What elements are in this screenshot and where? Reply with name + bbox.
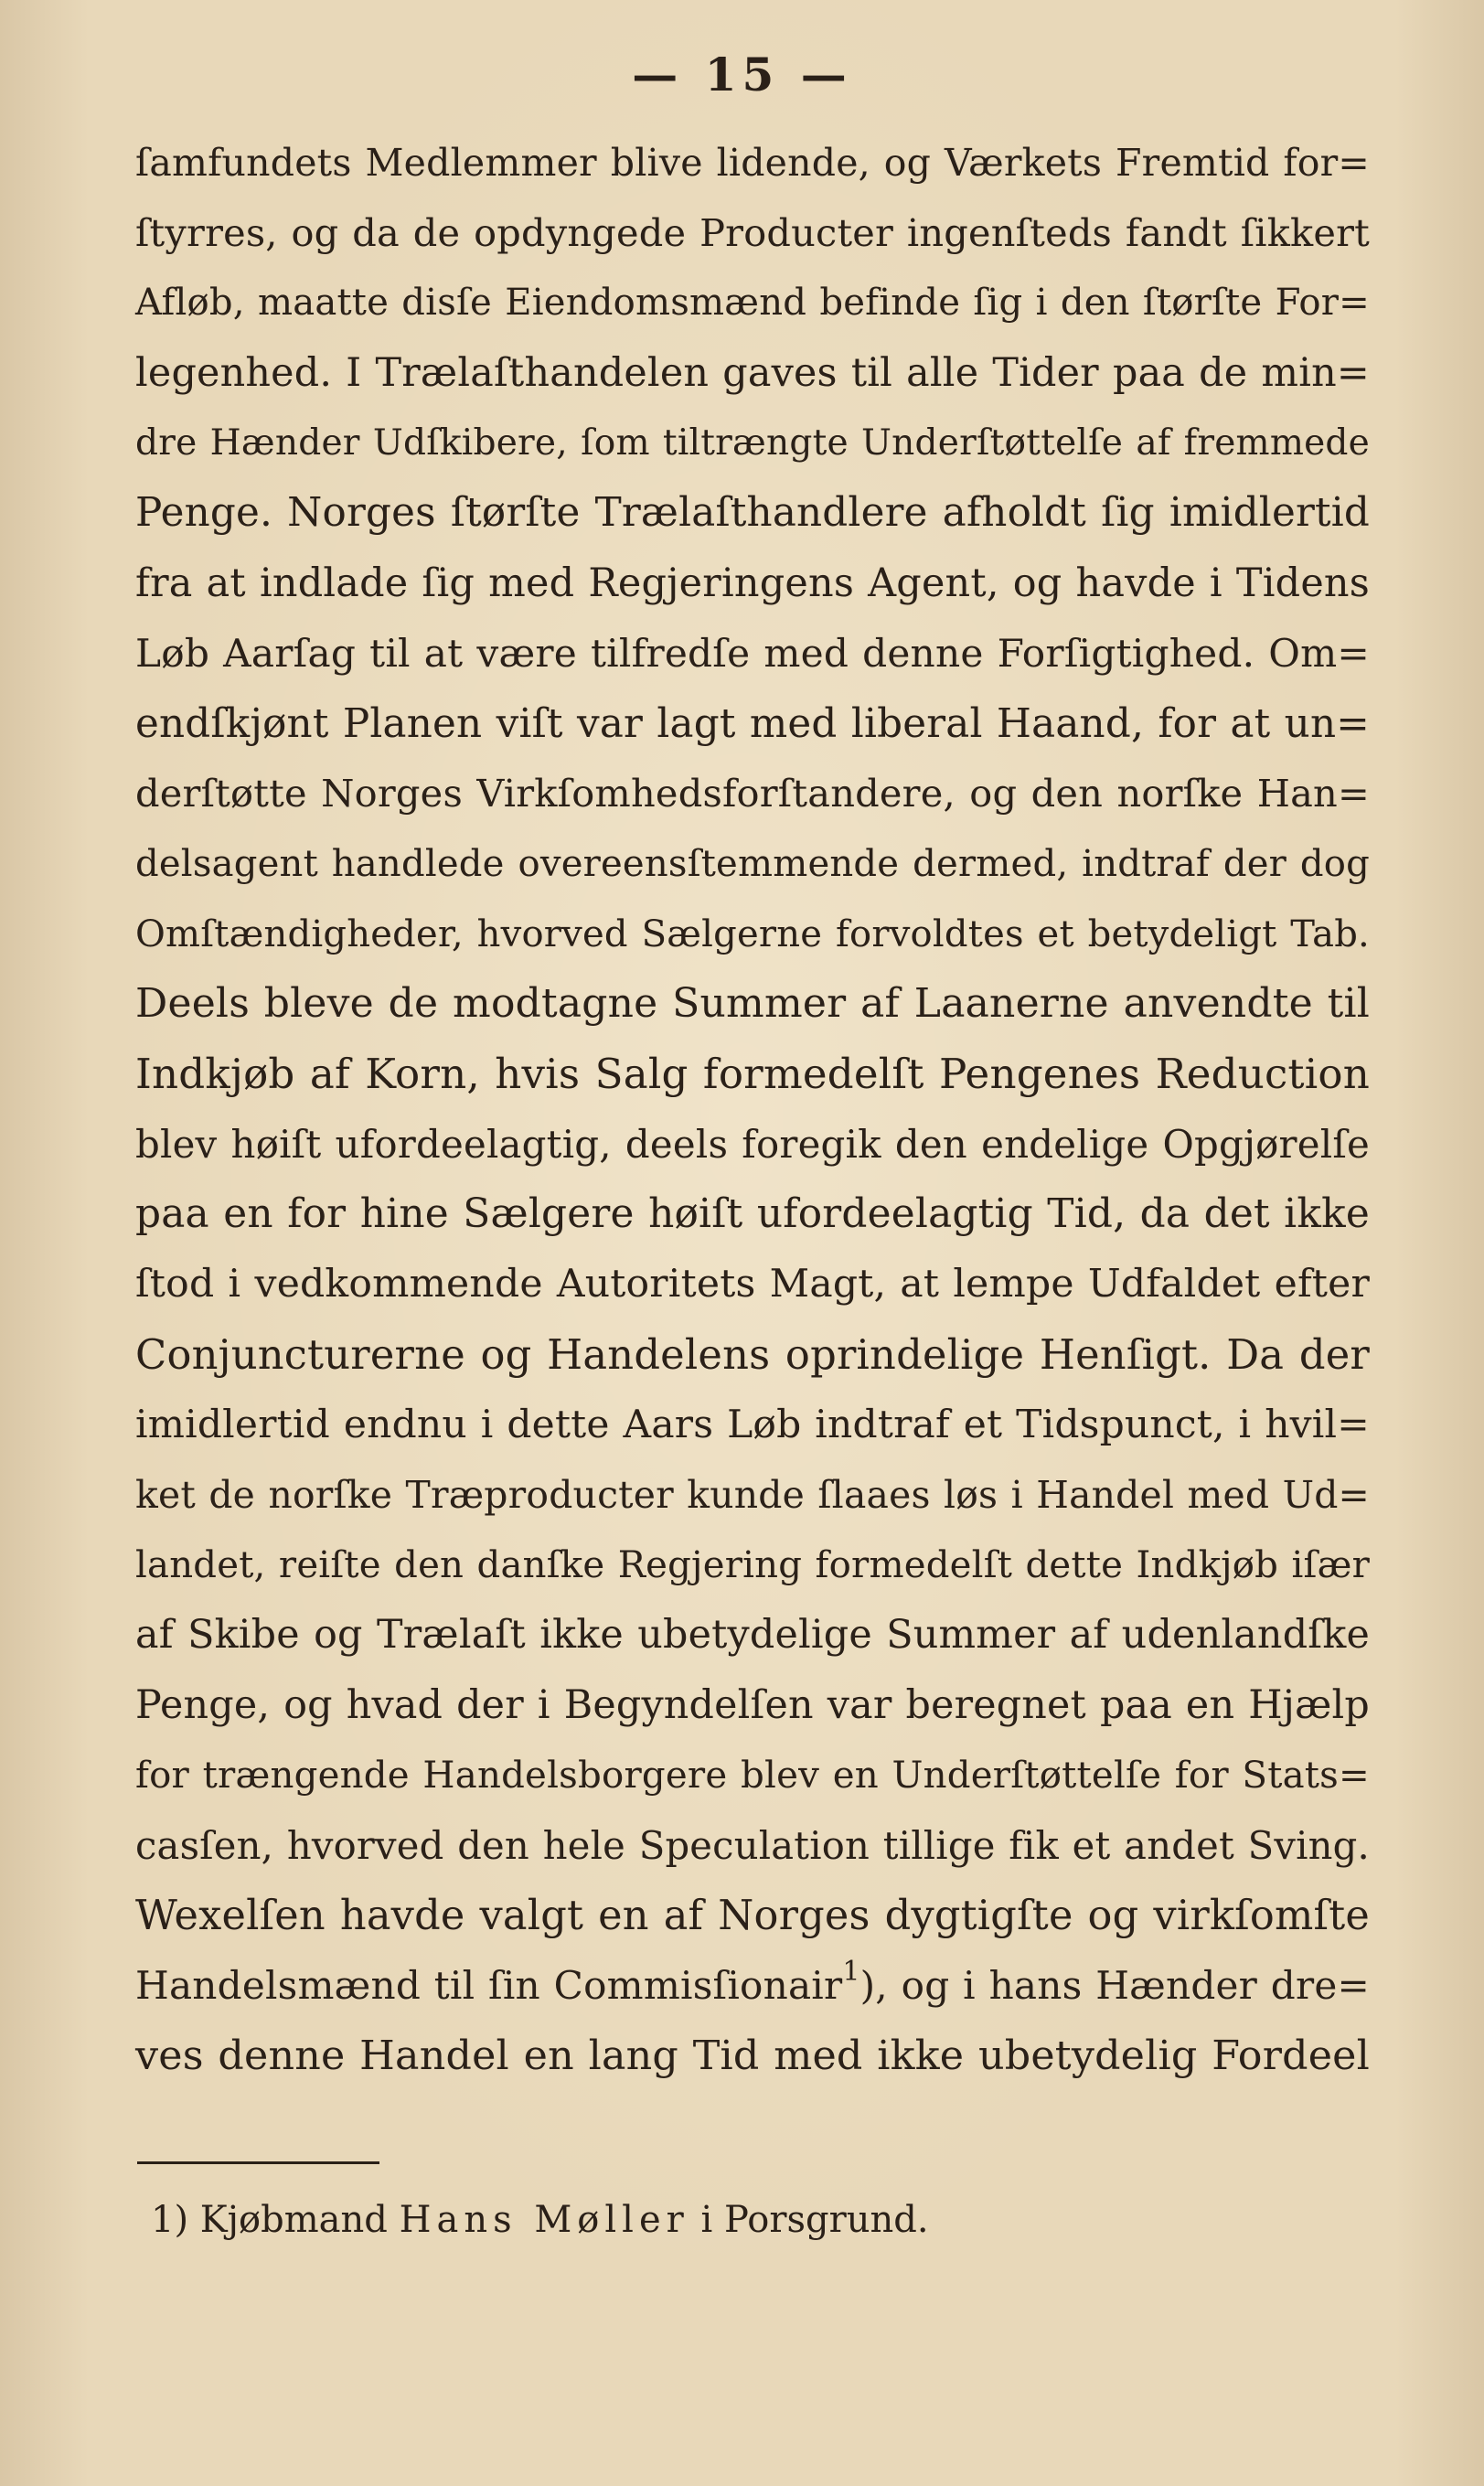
text-line: imidlertid endnu i dette Aars Løb indtraf et Tidspunct, i hvil= [135,1402,1370,1447]
text-line: Afløb, maatte disſe Eiendomsmænd befinde ſig i den ſtørſte For= [135,282,1370,325]
footnote-suffix: i Porsgrund. [700,2199,929,2241]
text-line: af Skibe og Trælaſt ikke ubetydelige Summer af udenlandſke [135,1612,1370,1659]
text-line: fra at indlade ſig med Regjeringens Agent, og havde i Tidens [135,560,1370,607]
text-line: Omſtændigheder, hvorved Sælgerne forvoldtes et betydeligt Tab. [135,912,1370,955]
text-line: Penge, og hvad der i Begyndelſen var beregnet paa en Hjælp [135,1682,1370,1729]
text-line: blev høiſt ufordeelagtig, deels foregik den endelige Opgjørelſe [135,1121,1370,1167]
text-line: ket de norſke Træproducter kunde ſlaaes løs i Handel med Ud= [135,1473,1370,1518]
text-line-with-footnote-marker [135,1951,1370,2022]
body-text [135,128,1370,2091]
footnote-divider [137,2161,379,2164]
footnote-prefix: 1) Kjøbmand [151,2199,388,2241]
text-line: landet, reiſte den danſke Regjering formedelſt dette Indkjøb iſær [135,1543,1370,1586]
text-line: dre Hænder Udſkibere, ſom tiltrængte Underſtøttelſe af fremmede [135,421,1370,464]
text-line: Indkjøb af Korn, hvis Salg formedelſt Pengenes Reduction [135,1049,1370,1098]
text-line: ſtod i vedkommende Autoritets Magt, at lempe Udfaldet efter [135,1262,1370,1307]
page-number: — 15 — [632,48,852,101]
text-segment: ), og i hans Hænder dre= [859,1962,1370,2008]
footnote [151,2194,929,2246]
text-line: Conjuncturerne og Handelens oprindelige Henſigt. Da der [135,1329,1370,1379]
text-line: ves denne Handel en lang Tid med ikke ubetydelig Fordeel [135,2032,1370,2079]
text-line: delsagent handlede overeensſtemmende dermed, indtraf der dog [135,842,1370,885]
text-line: ſtyrres, og da de opdyngede Producter ingenſteds fandt ſikkert [135,209,1370,255]
footnote-marker: 1 [842,1955,860,1988]
text-line: Løb Aarſag til at være tilfredſe med denne Forſigtighed. Om= [135,630,1370,676]
text-line: Wexelſen havde valgt en af Norges dygtigſte og virkſomſte [135,1892,1370,1940]
text-line: derſtøtte Norges Virkſomhedsforſtandere, og den norſke Han= [135,771,1370,816]
text-line: ſamfundets Medlemmer blive lidende, og Værkets Fremtid for= [135,141,1370,185]
text-line: legenhed. I Trælaſthandelen gaves til alle Tider paa de min= [135,350,1370,397]
text-line: Deels bleve de modtagne Summer af Laanerne anvendte til [135,980,1370,1028]
text-line: paa en for hine Sælgere høiſt ufordeelagtig Tid, da det ikke [135,1190,1370,1238]
text-line: endſkjønt Planen viſt var lagt med liberal Haand, for at un= [135,700,1370,747]
text-line: Penge. Norges ſtørſte Trælaſthandlere afholdt ſig imidlertid [135,490,1370,537]
text-segment: Handelsmænd til ſin Commisſionair [135,1962,843,2008]
footnote-name: Hans Møller [399,2199,689,2241]
text-line: casſen, hvorved den hele Speculation tillige fik et andet Sving. [135,1822,1370,1868]
text-line: for trængende Handelsborgere blev en Underſtøttelſe for Stats= [135,1754,1370,1797]
